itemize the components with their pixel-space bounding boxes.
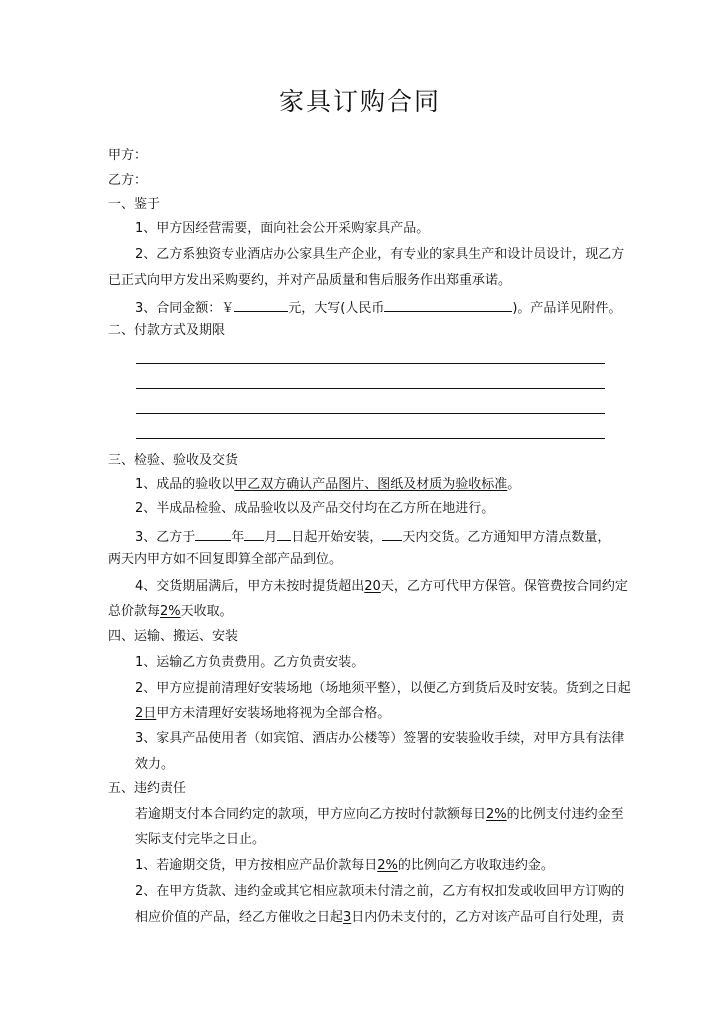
section-5-paragraph-line-1 (135, 806, 624, 824)
late-delivery-rate: 2% (377, 858, 398, 873)
month-blank (244, 526, 264, 541)
section-4-item-2-line-1: 2、甲方应提前清理好安装场地（场地须平整），以便乙方到货后及时安装。货到之日起 (135, 681, 631, 696)
item-text: 。 (507, 477, 521, 492)
overdue-days: 20 (364, 579, 381, 594)
section-4-item-1: 1、运输乙方负责费用。乙方负责安装。 (135, 655, 365, 670)
section-3-item-4-line-1 (135, 578, 628, 596)
section-4-item-2-line-2 (135, 705, 390, 723)
storage-fee-rate: 2% (160, 604, 181, 619)
capital-amount-label: 元，大写(人民币 (288, 301, 385, 316)
item-text: 日内仍未支付的，乙方对该产品可自行处理，责 (351, 910, 625, 925)
item-text: 的比例向乙方收取违约金。 (397, 858, 554, 873)
item-text: 相应价值的产品，经乙方催收之日起 (135, 910, 344, 925)
section-5-paragraph-line-2: 实际支付完毕之日止。 (135, 832, 266, 847)
item-text: 月 (264, 530, 278, 545)
capital-amount-blank (384, 297, 512, 312)
item-text: 甲方未清理好安装场地将视为全部合格。 (156, 706, 391, 721)
section-5-item-1 (135, 857, 554, 875)
item-text: 年 (231, 530, 245, 545)
days-blank (382, 526, 402, 541)
section-4-item-3-line-2: 效力。 (135, 757, 175, 772)
amount-blank (234, 297, 288, 312)
section-5-item-2-line-1: 2、在甲方货款、违约金或其它相应款项未付清之前，乙方有权扣发或收回甲方订购的 (135, 884, 625, 899)
item-text: 1、若逾期交货，甲方按相应产品价款每日 (135, 858, 378, 873)
section-5-heading: 五、违约责任 (108, 781, 187, 796)
section-2-heading: 二、付款方式及期限 (108, 323, 226, 338)
section-1-item-1: 1、甲方因经营需要，面向社会公开采购家具产品。 (135, 221, 430, 236)
item-text: 的比例支付违约金至 (506, 807, 624, 822)
item-text: 天，乙方可代甲方保管。保管费按合同约定 (380, 579, 628, 594)
item-text: 日起开始安装， (291, 530, 383, 545)
late-payment-rate: 2% (486, 807, 507, 822)
item-text: 1、成品的验收以 (135, 477, 235, 492)
item-text: 4、交货期届满后，甲方未按时提货超出 (135, 579, 365, 594)
day-blank (277, 526, 291, 541)
section-3-item-3-line-2: 两天内甲方如不回复即算全部产品到位。 (108, 552, 343, 567)
section-1-item-3 (135, 297, 621, 318)
party-a-label: 甲方： (108, 148, 148, 163)
section-3-item-3-line-1 (135, 526, 610, 547)
section-3-heading: 三、检验、验收及交货 (108, 453, 239, 468)
acceptance-standard: 甲乙双方确认产品图片、图纸及材质为验收标准 (234, 477, 508, 492)
section-1-heading: 一、鉴于 (108, 197, 161, 212)
item-text: 总价款每 (108, 604, 161, 619)
contract-amount-label: 3、合同金额：￥ (135, 301, 235, 316)
section-5-item-2-line-2 (135, 909, 624, 927)
party-b-label: 乙方： (108, 173, 148, 188)
collection-days: 3 (343, 910, 352, 925)
attachment-note: )。产品详见附件。 (512, 301, 622, 316)
item-text: 天内交货。乙方通知甲方清点数量， (402, 530, 611, 545)
year-blank (195, 526, 231, 541)
payment-blank-line (136, 388, 605, 389)
section-4-heading: 四、运输、搬运、安装 (108, 629, 239, 644)
payment-blank-line (136, 363, 605, 364)
section-4-item-3-line-1: 3、家具产品使用者（如宾馆、酒店办公楼等）签署的安装验收手续，对甲方具有法律 (135, 731, 625, 746)
item-text: 天收取。 (180, 604, 233, 619)
section-1-item-2-line-1: 2、乙方系独资专业酒店办公家具生产企业，有专业的家具生产和设计员设计，现乙方 (135, 247, 625, 262)
section-3-item-1 (135, 476, 520, 494)
item-text: 若逾期支付本合同约定的款项，甲方应向乙方按时付款额每日 (135, 807, 487, 822)
section-3-item-2: 2、半成品检验、成品验收以及产品交付均在乙方所在地进行。 (135, 501, 495, 516)
section-3-item-4-line-2 (108, 603, 233, 621)
payment-blank-line (136, 438, 605, 439)
section-1-item-2-line-2: 已正式向甲方发出采购要约，并对产品质量和售后服务作出郑重承诺。 (108, 273, 512, 288)
payment-blank-line (136, 413, 605, 414)
cleanup-days: 2日 (135, 706, 157, 721)
item-text: 3、乙方于 (135, 530, 196, 545)
document-title: 家具订购合同 (278, 87, 441, 116)
